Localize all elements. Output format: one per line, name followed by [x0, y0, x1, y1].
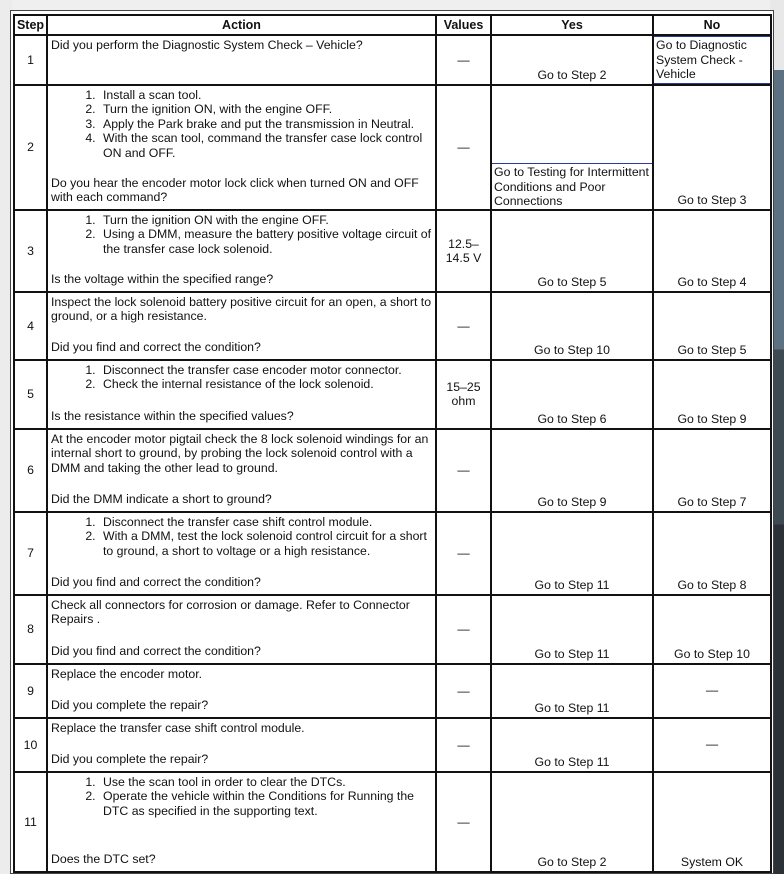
action-step: 1. Install a scan tool.: [99, 88, 432, 103]
action-text: Replace the transfer case shift control module.: [51, 720, 305, 735]
table-row: [14, 85, 771, 210]
yes-action: Go to Step 6: [537, 411, 607, 426]
table-row: [14, 595, 771, 664]
no-action: System OK: [680, 854, 744, 869]
yes-cell: [491, 595, 653, 664]
yes-action: Go to Step 11: [534, 700, 610, 715]
value-cell: [436, 429, 491, 512]
header-yes: Yes: [491, 15, 653, 35]
action-cell: [47, 429, 436, 512]
value-text: 12.5– 14.5 V: [445, 236, 482, 265]
action-question: Do you hear the encoder motor lock click when turned ON and OFF with each command?: [51, 175, 419, 204]
no-cell: [653, 360, 771, 429]
no-cell: [653, 85, 771, 210]
value-cell: [436, 210, 491, 292]
action-question: Did you find and correct the condition?: [51, 644, 261, 658]
yes-cell: [491, 360, 653, 429]
yes-action: Go to Step 5: [537, 274, 607, 289]
diagnostic-sheet: [10, 10, 774, 874]
action-question: Did you complete the repair?: [51, 698, 209, 712]
action-step: 1. Use the scan tool in order to clear the DTCs.: [99, 775, 432, 790]
value-text: —: [457, 622, 470, 636]
no-action: Go to Step 7: [677, 494, 747, 509]
no-action: Go to Step 4: [677, 274, 747, 289]
action-question: Did the DMM indicate a short to ground?: [51, 492, 272, 506]
action-step: 2. Turn the ignition ON, with the engine OFF.: [99, 102, 432, 117]
action-text: At the encoder motor pigtail check the 8 lock solenoid windings for an internal short to ground, by probing the lock solenoid control with a DMM and taking the other lead to ground.: [51, 431, 429, 475]
value-text: —: [457, 140, 470, 154]
yes-cell: [491, 210, 653, 292]
table-row: [14, 772, 771, 872]
yes-cell: [491, 429, 653, 512]
action-cell: [47, 85, 436, 210]
value-text: —: [457, 737, 470, 752]
action-step: 1. Disconnect the transfer case encoder motor connector.: [99, 363, 432, 378]
yes-cell: [491, 512, 653, 595]
no-cell: [653, 35, 771, 85]
table-row: [14, 664, 771, 718]
header-step: Step: [14, 15, 47, 35]
yes-cell: [491, 718, 653, 772]
no-cell: [653, 512, 771, 595]
yes-action: Go to Step 11: [534, 646, 610, 661]
header-values: Values: [436, 15, 491, 35]
no-cell: [653, 664, 771, 718]
value-cell: [436, 595, 491, 664]
action-steps: [51, 213, 432, 257]
header-action: Action: [47, 15, 436, 35]
value-cell: [436, 772, 491, 872]
action-text: Did you perform the Diagnostic System Check – Vehicle?: [51, 38, 363, 52]
no-action: —: [705, 736, 719, 751]
step-number: 11: [14, 772, 47, 872]
table-row: [14, 35, 771, 85]
value-cell: [436, 85, 491, 210]
step-number: 3: [14, 210, 47, 292]
step-number: 10: [14, 718, 47, 772]
step-number: 6: [14, 429, 47, 512]
action-question: Did you find and correct the condition?: [51, 575, 261, 589]
action-text: Replace the encoder motor.: [51, 666, 203, 681]
value-text: —: [457, 683, 470, 698]
no-cell: [653, 595, 771, 664]
action-step: 3. Apply the Park brake and put the transmission in Neutral.: [99, 117, 432, 132]
action-cell: [47, 718, 436, 772]
no-action: —: [705, 682, 719, 697]
step-number: 9: [14, 664, 47, 718]
yes-cell: [491, 35, 653, 85]
table-row: [14, 512, 771, 595]
action-cell: [47, 772, 436, 872]
no-cell: [653, 210, 771, 292]
no-action: Go to Step 5: [677, 342, 747, 357]
value-cell: [436, 718, 491, 772]
yes-action: Go to Step 9: [537, 494, 607, 509]
value-text: —: [457, 814, 470, 829]
step-number: 2: [14, 85, 47, 210]
table-row: [14, 210, 771, 292]
diagnostic-table: [13, 14, 772, 873]
header-no: No: [653, 15, 771, 35]
header-row: [14, 15, 771, 35]
action-question: Did you complete the repair?: [51, 752, 209, 766]
yes-action: Go to Step 11: [534, 577, 610, 592]
value-text: —: [457, 546, 470, 560]
action-steps: [51, 363, 432, 392]
no-cell: [653, 772, 771, 872]
value-cell: [436, 512, 491, 595]
action-cell: [47, 512, 436, 595]
value-text: —: [457, 463, 470, 477]
step-number: 1: [14, 35, 47, 85]
yes-action: Go to Step 2: [537, 854, 607, 869]
action-question: Does the DTC set?: [51, 852, 156, 866]
step-number: 5: [14, 360, 47, 429]
action-step: 2. Operate the vehicle within the Conditions for Running the DTC as specified in the supporting text.: [99, 789, 432, 818]
action-cell: [47, 210, 436, 292]
action-cell: [47, 595, 436, 664]
yes-cell: [491, 772, 653, 872]
action-cell: [47, 664, 436, 718]
action-step: 2. With a DMM, test the lock solenoid control circuit for a short to ground, a short to voltage or a high resistance.: [99, 529, 432, 558]
yes-action: Go to Step 11: [534, 754, 610, 769]
action-steps: [51, 775, 432, 819]
action-step: 1. Turn the ignition ON with the engine OFF.: [99, 213, 432, 228]
action-question: Is the resistance within the specified values?: [51, 409, 294, 423]
no-cell: [653, 718, 771, 772]
action-question: Is the voltage within the specified range?: [51, 272, 274, 286]
action-text: Inspect the lock solenoid battery positive circuit for an open, a short to ground, or a high resistance.: [51, 294, 432, 323]
step-number: 4: [14, 292, 47, 360]
action-cell: [47, 360, 436, 429]
table-row: [14, 360, 771, 429]
no-action: Go to Step 8: [677, 577, 747, 592]
value-text: —: [457, 318, 470, 333]
table-row: [14, 429, 771, 512]
action-step: 2. Check the internal resistance of the lock solenoid.: [99, 377, 432, 392]
table-row: [14, 718, 771, 772]
step-number: 8: [14, 595, 47, 664]
yes-action: Go to Step 2: [537, 67, 607, 82]
no-action: Go to Step 9: [677, 411, 747, 426]
yes-cell: [491, 85, 653, 210]
action-cell: [47, 35, 436, 85]
value-cell: [436, 292, 491, 360]
value-text: —: [457, 52, 470, 67]
no-cell: [653, 429, 771, 512]
link-intermittent-conditions[interactable]: Go to Testing for Intermittent Conditions and Poor Connections: [490, 163, 654, 211]
action-step: 4. With the scan tool, command the transfer case lock control ON and OFF.: [99, 131, 432, 160]
action-step: 1. Disconnect the transfer case shift control module.: [99, 515, 432, 530]
action-steps: [51, 515, 432, 559]
action-step: 2. Using a DMM, measure the battery positive voltage circuit of the transfer case lock solenoid.: [99, 227, 432, 256]
no-action: Go to Step 10: [674, 646, 750, 661]
value-cell: [436, 360, 491, 429]
action-cell: [47, 292, 436, 360]
value-cell: [436, 35, 491, 85]
action-steps: [51, 88, 432, 161]
link-diagnostic-system-check[interactable]: Go to Diagnostic System Check - Vehicle: [652, 36, 772, 84]
yes-cell: [491, 292, 653, 360]
action-text: Check all connectors for corrosion or damage. Refer to Connector Repairs .: [51, 597, 410, 626]
value-text: 15–25 ohm: [446, 380, 481, 408]
action-question: Did you find and correct the condition?: [51, 340, 261, 354]
step-number: 7: [14, 512, 47, 595]
table-row: [14, 292, 771, 360]
yes-action: Go to Step 10: [534, 342, 610, 357]
no-cell: [653, 292, 771, 360]
no-action: Go to Step 3: [677, 192, 747, 207]
yes-cell: [491, 664, 653, 718]
value-cell: [436, 664, 491, 718]
